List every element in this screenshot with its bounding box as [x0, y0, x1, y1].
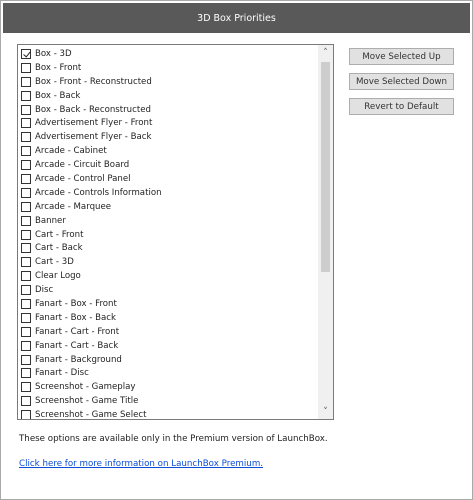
move-selected-up-button[interactable]: Move Selected Up [349, 48, 454, 65]
list-item-checkbox[interactable] [21, 91, 31, 101]
list-item-label: Box - 3D [35, 48, 72, 59]
list-item-checkbox[interactable] [21, 63, 31, 73]
move-selected-down-button[interactable]: Move Selected Down [349, 73, 454, 90]
list-item[interactable] [18, 75, 318, 89]
list-item-checkbox[interactable] [21, 327, 31, 337]
list-item-checkbox[interactable] [21, 174, 31, 184]
list-item-checkbox[interactable] [21, 313, 31, 323]
list-item-checkbox[interactable] [21, 132, 31, 142]
list-item-checkbox[interactable] [21, 77, 31, 87]
scroll-down-arrow-icon[interactable]: ˅ [323, 406, 328, 417]
list-item-checkbox[interactable] [21, 160, 31, 170]
list-item-label: Arcade - Controls Information [35, 187, 162, 198]
list-item[interactable] [18, 172, 318, 186]
list-item-label: Box - Back - Reconstructed [35, 104, 151, 115]
list-item[interactable] [18, 186, 318, 200]
list-item-checkbox[interactable] [21, 299, 31, 309]
list-item-label: Screenshot - Game Select [35, 410, 147, 420]
list-item-label: Fanart - Box - Front [35, 298, 117, 309]
list-item[interactable] [18, 89, 318, 103]
list-item-label: Box - Back [35, 90, 81, 101]
list-item-checkbox[interactable] [21, 410, 31, 420]
list-item-label: Cart - Back [35, 243, 83, 254]
list-item[interactable] [18, 380, 318, 394]
list-item[interactable] [18, 144, 318, 158]
list-item[interactable] [18, 325, 318, 339]
list-item[interactable] [18, 200, 318, 214]
list-item-checkbox[interactable] [21, 202, 31, 212]
list-item[interactable] [18, 297, 318, 311]
list-item-label: Fanart - Background [35, 354, 122, 365]
list-item[interactable] [18, 255, 318, 269]
list-item-checkbox[interactable] [21, 355, 31, 365]
list-item[interactable] [18, 366, 318, 380]
list-item-label: Fanart - Cart - Front [35, 326, 120, 337]
list-item-label: Cart - Front [35, 229, 84, 240]
list-item[interactable] [18, 311, 318, 325]
list-item-checkbox[interactable] [21, 271, 31, 281]
list-item-checkbox[interactable] [21, 216, 31, 226]
list-item-label: Box - Front - Reconstructed [35, 76, 152, 87]
list-item-label: Disc [35, 285, 54, 296]
list-item-checkbox[interactable] [21, 382, 31, 392]
list-item[interactable] [18, 47, 318, 61]
list-item-label: Arcade - Marquee [35, 201, 112, 212]
list-item[interactable] [18, 130, 318, 144]
list-item-checkbox[interactable] [21, 285, 31, 295]
list-item-checkbox[interactable] [21, 341, 31, 351]
list-item-label: Arcade - Control Panel [35, 173, 131, 184]
premium-info-link[interactable]: Click here for more information on LaunchBox Premium. [19, 459, 264, 469]
list-item-checkbox[interactable] [21, 188, 31, 198]
list-item-checkbox[interactable] [21, 368, 31, 378]
list-item-checkbox[interactable] [21, 105, 31, 115]
list-item-label: Clear Logo [35, 271, 81, 282]
list-item-label: Box - Front [35, 62, 82, 73]
list-item-label: Fanart - Disc [35, 368, 89, 379]
list-item-checkbox[interactable] [21, 257, 31, 267]
list-item-checkbox[interactable] [21, 243, 31, 253]
priority-listbox[interactable] [17, 44, 334, 420]
list-item[interactable] [18, 103, 318, 117]
list-item[interactable] [18, 269, 318, 283]
list-item[interactable] [18, 394, 318, 408]
list-item[interactable] [18, 158, 318, 172]
list-item-label: Screenshot - Gameplay [35, 382, 136, 393]
list-item[interactable] [18, 61, 318, 75]
list-item-label: Arcade - Cabinet [35, 146, 107, 157]
list-item-checkbox[interactable] [21, 49, 31, 59]
list-item[interactable] [18, 116, 318, 130]
list-item-label: Arcade - Circuit Board [35, 160, 130, 171]
premium-notice: These options are available only in the Premium version of LaunchBox. [19, 434, 328, 444]
list-item-label: Fanart - Box - Back [35, 312, 117, 323]
list-item[interactable] [18, 353, 318, 367]
list-item-checkbox[interactable] [21, 146, 31, 156]
vertical-scrollbar[interactable] [318, 45, 333, 419]
list-item-label: Banner [35, 215, 66, 226]
panel-title: 3D Box Priorities [3, 3, 470, 33]
list-item-label: Fanart - Cart - Back [35, 340, 119, 351]
list-item-label: Advertisement Flyer - Back [35, 132, 152, 143]
list-item-checkbox[interactable] [21, 118, 31, 128]
list-item[interactable] [18, 214, 318, 228]
priority-list [18, 47, 318, 420]
list-item[interactable] [18, 228, 318, 242]
list-item-checkbox[interactable] [21, 230, 31, 240]
list-item[interactable] [18, 339, 318, 353]
list-item-label: Cart - 3D [35, 257, 74, 268]
list-item-label: Screenshot - Game Title [35, 396, 139, 407]
list-item[interactable] [18, 241, 318, 255]
list-item[interactable] [18, 408, 318, 420]
list-item-label: Advertisement Flyer - Front [35, 118, 153, 129]
list-item-checkbox[interactable] [21, 396, 31, 406]
scrollbar-thumb[interactable] [321, 62, 330, 272]
scroll-up-arrow-icon[interactable]: ˄ [323, 47, 328, 58]
revert-to-default-button[interactable]: Revert to Default [349, 98, 454, 115]
list-item[interactable] [18, 283, 318, 297]
